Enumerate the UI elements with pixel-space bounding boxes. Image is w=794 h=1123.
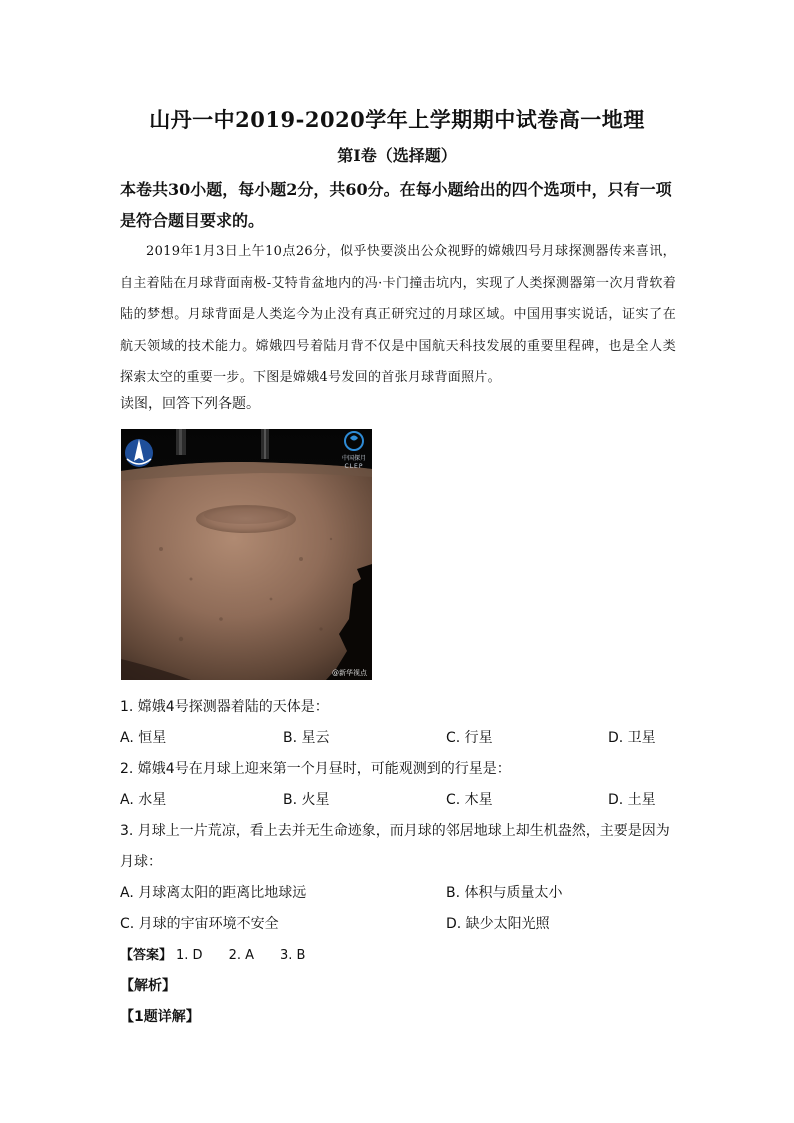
question-2-option-d[interactable]: D. 土星 bbox=[608, 792, 656, 808]
answer-line bbox=[120, 944, 327, 963]
question-1-detail-label: 【1题详解】 bbox=[120, 1009, 200, 1025]
question-3-option-d[interactable]: D. 缺少太阳光照 bbox=[446, 916, 550, 932]
question-2-option-c[interactable]: C. 木星 bbox=[446, 792, 493, 808]
question-1-option-d[interactable]: D. 卫星 bbox=[608, 730, 656, 746]
section-title: 第I卷（选择题） bbox=[337, 146, 457, 165]
question-2-option-b[interactable]: B. 火星 bbox=[283, 792, 330, 808]
instructions: 本卷共30小题，每小题2分，共60分。在每小题给出的四个选项中，只有一项是符合题目要求的。 bbox=[120, 180, 672, 230]
moon-far-side-photo bbox=[121, 429, 372, 680]
exam-title: 山丹一中2019-2020学年上学期期中试卷高一地理 bbox=[149, 107, 645, 132]
question-1-option-a[interactable]: A. 恒星 bbox=[120, 730, 167, 746]
clep-logo-text: 中国探月 bbox=[341, 455, 367, 462]
analysis-label: 【解析】 bbox=[120, 978, 176, 994]
question-2-stem: 2. 嫦娥4号在月球上迎来第一个月昼时，可能观测到的行星是： bbox=[120, 761, 511, 777]
question-2-option-a[interactable]: A. 水星 bbox=[120, 792, 167, 808]
answer-label: 【答案】 bbox=[120, 948, 173, 963]
reading-prompt: 读图，回答下列各题。 bbox=[120, 396, 260, 412]
answer-item-2: 2. A bbox=[228, 948, 254, 963]
answer-item-1: 1. D bbox=[176, 948, 203, 963]
photo-watermark: @新华视点 bbox=[332, 669, 367, 677]
question-3-stem-line-2: 月球： bbox=[120, 854, 162, 870]
question-3-option-b[interactable]: B. 体积与质量太小 bbox=[446, 885, 563, 901]
answer-item-3: 3. B bbox=[280, 948, 306, 963]
question-1-option-c[interactable]: C. 行星 bbox=[446, 730, 493, 746]
clep-logo-sub: CLEP bbox=[344, 463, 364, 470]
question-3-option-c[interactable]: C. 月球的宇宙环境不安全 bbox=[120, 916, 279, 932]
cnsa-logo bbox=[125, 439, 153, 467]
question-1-option-b[interactable]: B. 星云 bbox=[283, 730, 330, 746]
question-1-stem: 1. 嫦娥4号探测器着陆的天体是： bbox=[120, 699, 329, 715]
question-3-stem-line-1: 3. 月球上一片荒凉，看上去并无生命迹象，而月球的邻居地球上却生机盎然，主要是因为 bbox=[120, 823, 670, 839]
reading-passage: 2019年1月3日上午10点26分，似乎快要淡出公众视野的嫦娥四号月球探测器传来喜讯，自主着陆在月球背面南极-艾特肯盆地内的冯·卡门撞击坑内，实现了人类探测器第一次月背软着陆的梦想。月球背面是人类迄今为止没有真正研究过的月球区域。中国用事实说话，证实了在航天领域的技术能力。嫦娥四号着陆月背不仅是中国航天科技发展的重要里程碑，也是全人类探索太空的重要一步。下图是嫦娥4号发回的首张月球背面照片。 bbox=[120, 244, 676, 385]
question-3-option-a[interactable]: A. 月球离太阳的距离比地球远 bbox=[120, 885, 307, 901]
